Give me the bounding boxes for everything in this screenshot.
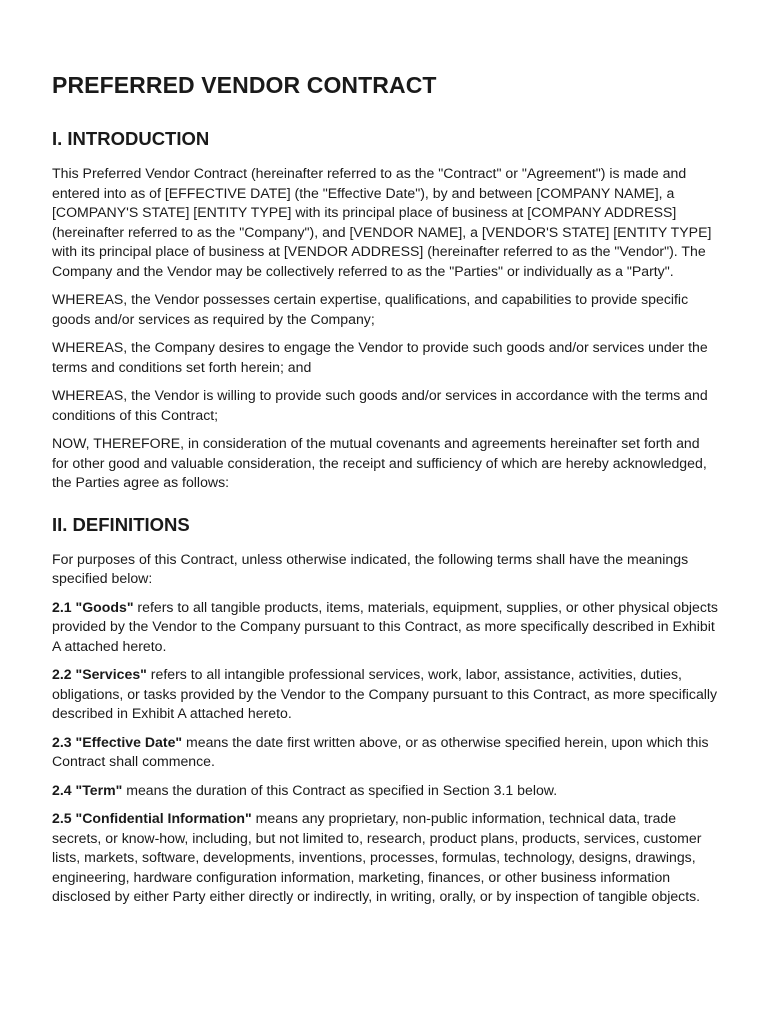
definition-term: 2.1 "Goods" — [52, 598, 134, 615]
definition-item — [52, 665, 718, 724]
intro-paragraph-1: This Preferred Vendor Contract (hereinafter referred to as the "Contract" or "Agreement") is made and entered into as of [EFFECTIVE DATE] (the "Effective Date"), by and between [COMPANY NAME], a [COMPANY'S STATE] [ENTITY TYPE] with its principal place of business at [COMPANY ADDRESS] (hereinafter referred to as the "Company"), and [VENDOR NAME], a [VENDOR'S STATE] [ENTITY TYPE] with its principal place of business at [VENDOR ADDRESS] (hereinafter referred to as the "Vendor"). The Company and the Vendor may be collectively referred to as the "Parties" or individually as a "Party". — [52, 165, 712, 279]
definitions-intro: For purposes of this Contract, unless otherwise indicated, the following terms shall have the meanings specified below: — [52, 550, 689, 586]
section-introduction — [52, 127, 718, 493]
intro-paragraph-5: NOW, THEREFORE, in consideration of the mutual covenants and agreements hereinafter set forth and for other good and valuable consideration, the receipt and sufficiency of which are hereby acknowledged, the Parties agree as follows: — [52, 435, 707, 490]
document-title: PREFERRED VENDOR CONTRACT — [52, 72, 437, 98]
intro-paragraph-2: WHEREAS, the Vendor possesses certain expertise, qualifications, and capabilities to provide specific goods and/or services as required by the Company; — [52, 291, 689, 327]
definition-term: 2.3 "Effective Date" — [52, 733, 183, 750]
definition-item — [52, 809, 718, 907]
intro-paragraph-4: WHEREAS, the Vendor is willing to provide such goods and/or services in accordance with the terms and conditions of this Contract; — [52, 387, 708, 423]
definition-text: refers to all intangible professional services, work, labor, assistance, activities, duties, obligations, or tasks provided by the Vendor to the Company pursuant to this Contract, as more specifically described in Exhibit A attached hereto. — [52, 666, 718, 721]
definition-text: means the date first written above, or as otherwise specified herein, upon which this Contract shall commence. — [52, 733, 709, 769]
section-heading-introduction: I. INTRODUCTION — [52, 128, 210, 149]
definition-text: means the duration of this Contract as specified in Section 3.1 below. — [122, 781, 558, 798]
definition-item — [52, 598, 718, 657]
definition-text: means any proprietary, non-public information, technical data, trade secrets, or know-how, including, but not limited to, research, product plans, products, services, customer lists, markets, software, developments, inventions, processes, formulas, technology, designs, drawings, engineering, hardware configuration information, marketing, finances, or other business information disclosed by either Party either directly or indirectly, in writing, orally, or by inspection of tangible objects. — [52, 810, 702, 904]
definition-term: 2.4 "Term" — [52, 781, 123, 798]
definition-text: refers to all tangible products, items, materials, equipment, supplies, or other physical objects provided by the Vendor to the Company pursuant to this Contract, as more specifically described in Exhibit A attached hereto. — [52, 598, 718, 654]
intro-paragraph-3: WHEREAS, the Company desires to engage the Vendor to provide such goods and/or services under the terms and conditions set forth herein; and — [52, 339, 708, 375]
definition-term: 2.5 "Confidential Information" — [52, 810, 252, 826]
definition-item — [52, 781, 718, 801]
section-definitions — [52, 513, 718, 907]
definition-term: 2.2 "Services" — [52, 666, 147, 682]
definition-item — [52, 733, 718, 772]
section-heading-definitions: II. DEFINITIONS — [52, 513, 190, 535]
